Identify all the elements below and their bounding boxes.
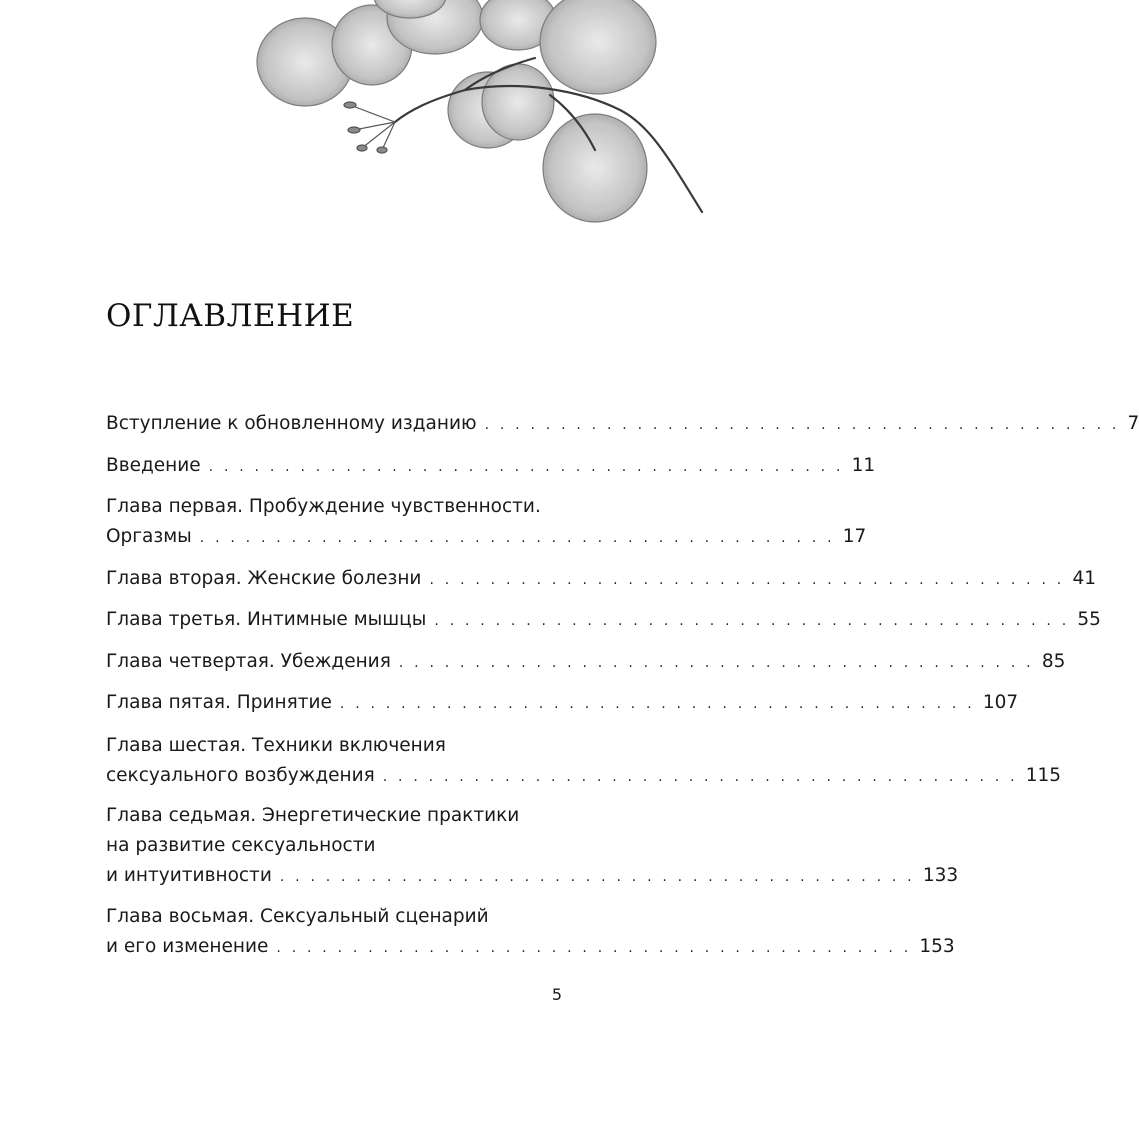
leaf: [540, 0, 656, 94]
toc-entry-title: Введение: [106, 455, 201, 476]
dot-leader: . . . . . . . . . . . . . . . . . . . . . . . . . . . . . . . . . . . . . . . . . .: [279, 869, 915, 885]
toc-entry-page: 17: [842, 526, 867, 547]
toc-entry-title: на развитие сексуальности: [106, 835, 376, 856]
dot-leader: . . . . . . . . . . . . . . . . . . . . . . . . . . . . . . . . . . . . . . . . . .: [276, 940, 912, 956]
toc-entry[interactable]: [106, 688, 1019, 719]
toc-entry-page: 7: [1127, 413, 1139, 434]
toc-entry-page: 133: [922, 865, 959, 886]
toc-entry-title: и интуитивности: [106, 865, 272, 886]
toc-entry-title: сексуального возбуждения: [106, 765, 375, 786]
toc-entry[interactable]: [106, 605, 1101, 636]
leaf: [482, 64, 554, 140]
page-title: ОГЛАВЛЕНИЕ: [106, 298, 355, 334]
toc-entry-page: 11: [851, 455, 876, 476]
toc-entry-page: 153: [919, 936, 955, 957]
toc-entry-title: Глава четвертая. Убеждения: [106, 651, 391, 672]
toc-entry-title: Глава пятая. Принятие: [106, 692, 332, 713]
toc-entry[interactable]: [106, 902, 955, 963]
toc-entry-title: Оргазмы: [106, 526, 192, 547]
dot-leader: . . . . . . . . . . . . . . . . . . . . . . . . . . . . . . . . . . . . . . . . . .: [429, 572, 1065, 588]
toc-entry-title: Глава восьмая. Сексуальный сценарий: [106, 906, 489, 927]
toc-entry[interactable]: [106, 564, 1096, 595]
toc-entry-title: Глава вторая. Женские болезни: [106, 568, 422, 589]
toc-entry[interactable]: [106, 409, 1139, 440]
toc-entry-page: 85: [1041, 651, 1066, 672]
dot-leader: . . . . . . . . . . . . . . . . . . . . . . . . . . . . . . . . . . . . . . . . . .: [434, 613, 1070, 629]
dot-leader: . . . . . . . . . . . . . . . . . . . . . . . . . . . . . . . . . . . . . . . . . .: [398, 655, 1034, 671]
toc-entry-title: Глава первая. Пробуждение чувственности.: [106, 496, 541, 517]
toc-entry-title: Глава третья. Интимные мышцы: [106, 609, 427, 630]
toc-entry[interactable]: [106, 647, 1066, 678]
toc-entry-title: Глава седьмая. Энергетические практики: [106, 805, 520, 826]
dot-leader: . . . . . . . . . . . . . . . . . . . . . . . . . . . . . . . . . . . . . . . . . .: [484, 417, 1120, 433]
eucalyptus-branch-illustration: [250, 0, 709, 235]
toc-entry-page: 107: [982, 692, 1019, 713]
toc-entry-page: 55: [1077, 609, 1101, 630]
toc-entry[interactable]: [106, 492, 867, 553]
toc-entry-title: Глава шестая. Техники включения: [106, 735, 446, 756]
toc-entry[interactable]: [106, 451, 876, 482]
dot-leader: . . . . . . . . . . . . . . . . . . . . . . . . . . . . . . . . . . . . . . . . . .: [382, 769, 1018, 785]
dot-leader: . . . . . . . . . . . . . . . . . . . . . . . . . . . . . . . . . . . . . . . . . .: [208, 459, 844, 475]
dot-leader: . . . . . . . . . . . . . . . . . . . . . . . . . . . . . . . . . . . . . . . . . .: [199, 530, 835, 546]
leaf: [543, 114, 647, 222]
toc-entry[interactable]: [106, 801, 959, 892]
page-number: 5: [551, 985, 562, 1004]
toc-entry[interactable]: [106, 731, 1062, 792]
toc-entry-page: 41: [1072, 568, 1096, 589]
toc-entry-title: Вступление к обновленному изданию: [106, 413, 477, 434]
toc-entry-page: 115: [1025, 765, 1062, 786]
dot-leader: . . . . . . . . . . . . . . . . . . . . . . . . . . . . . . . . . . . . . . . . . .: [339, 696, 975, 712]
toc-entry-title: и его изменение: [106, 936, 269, 957]
